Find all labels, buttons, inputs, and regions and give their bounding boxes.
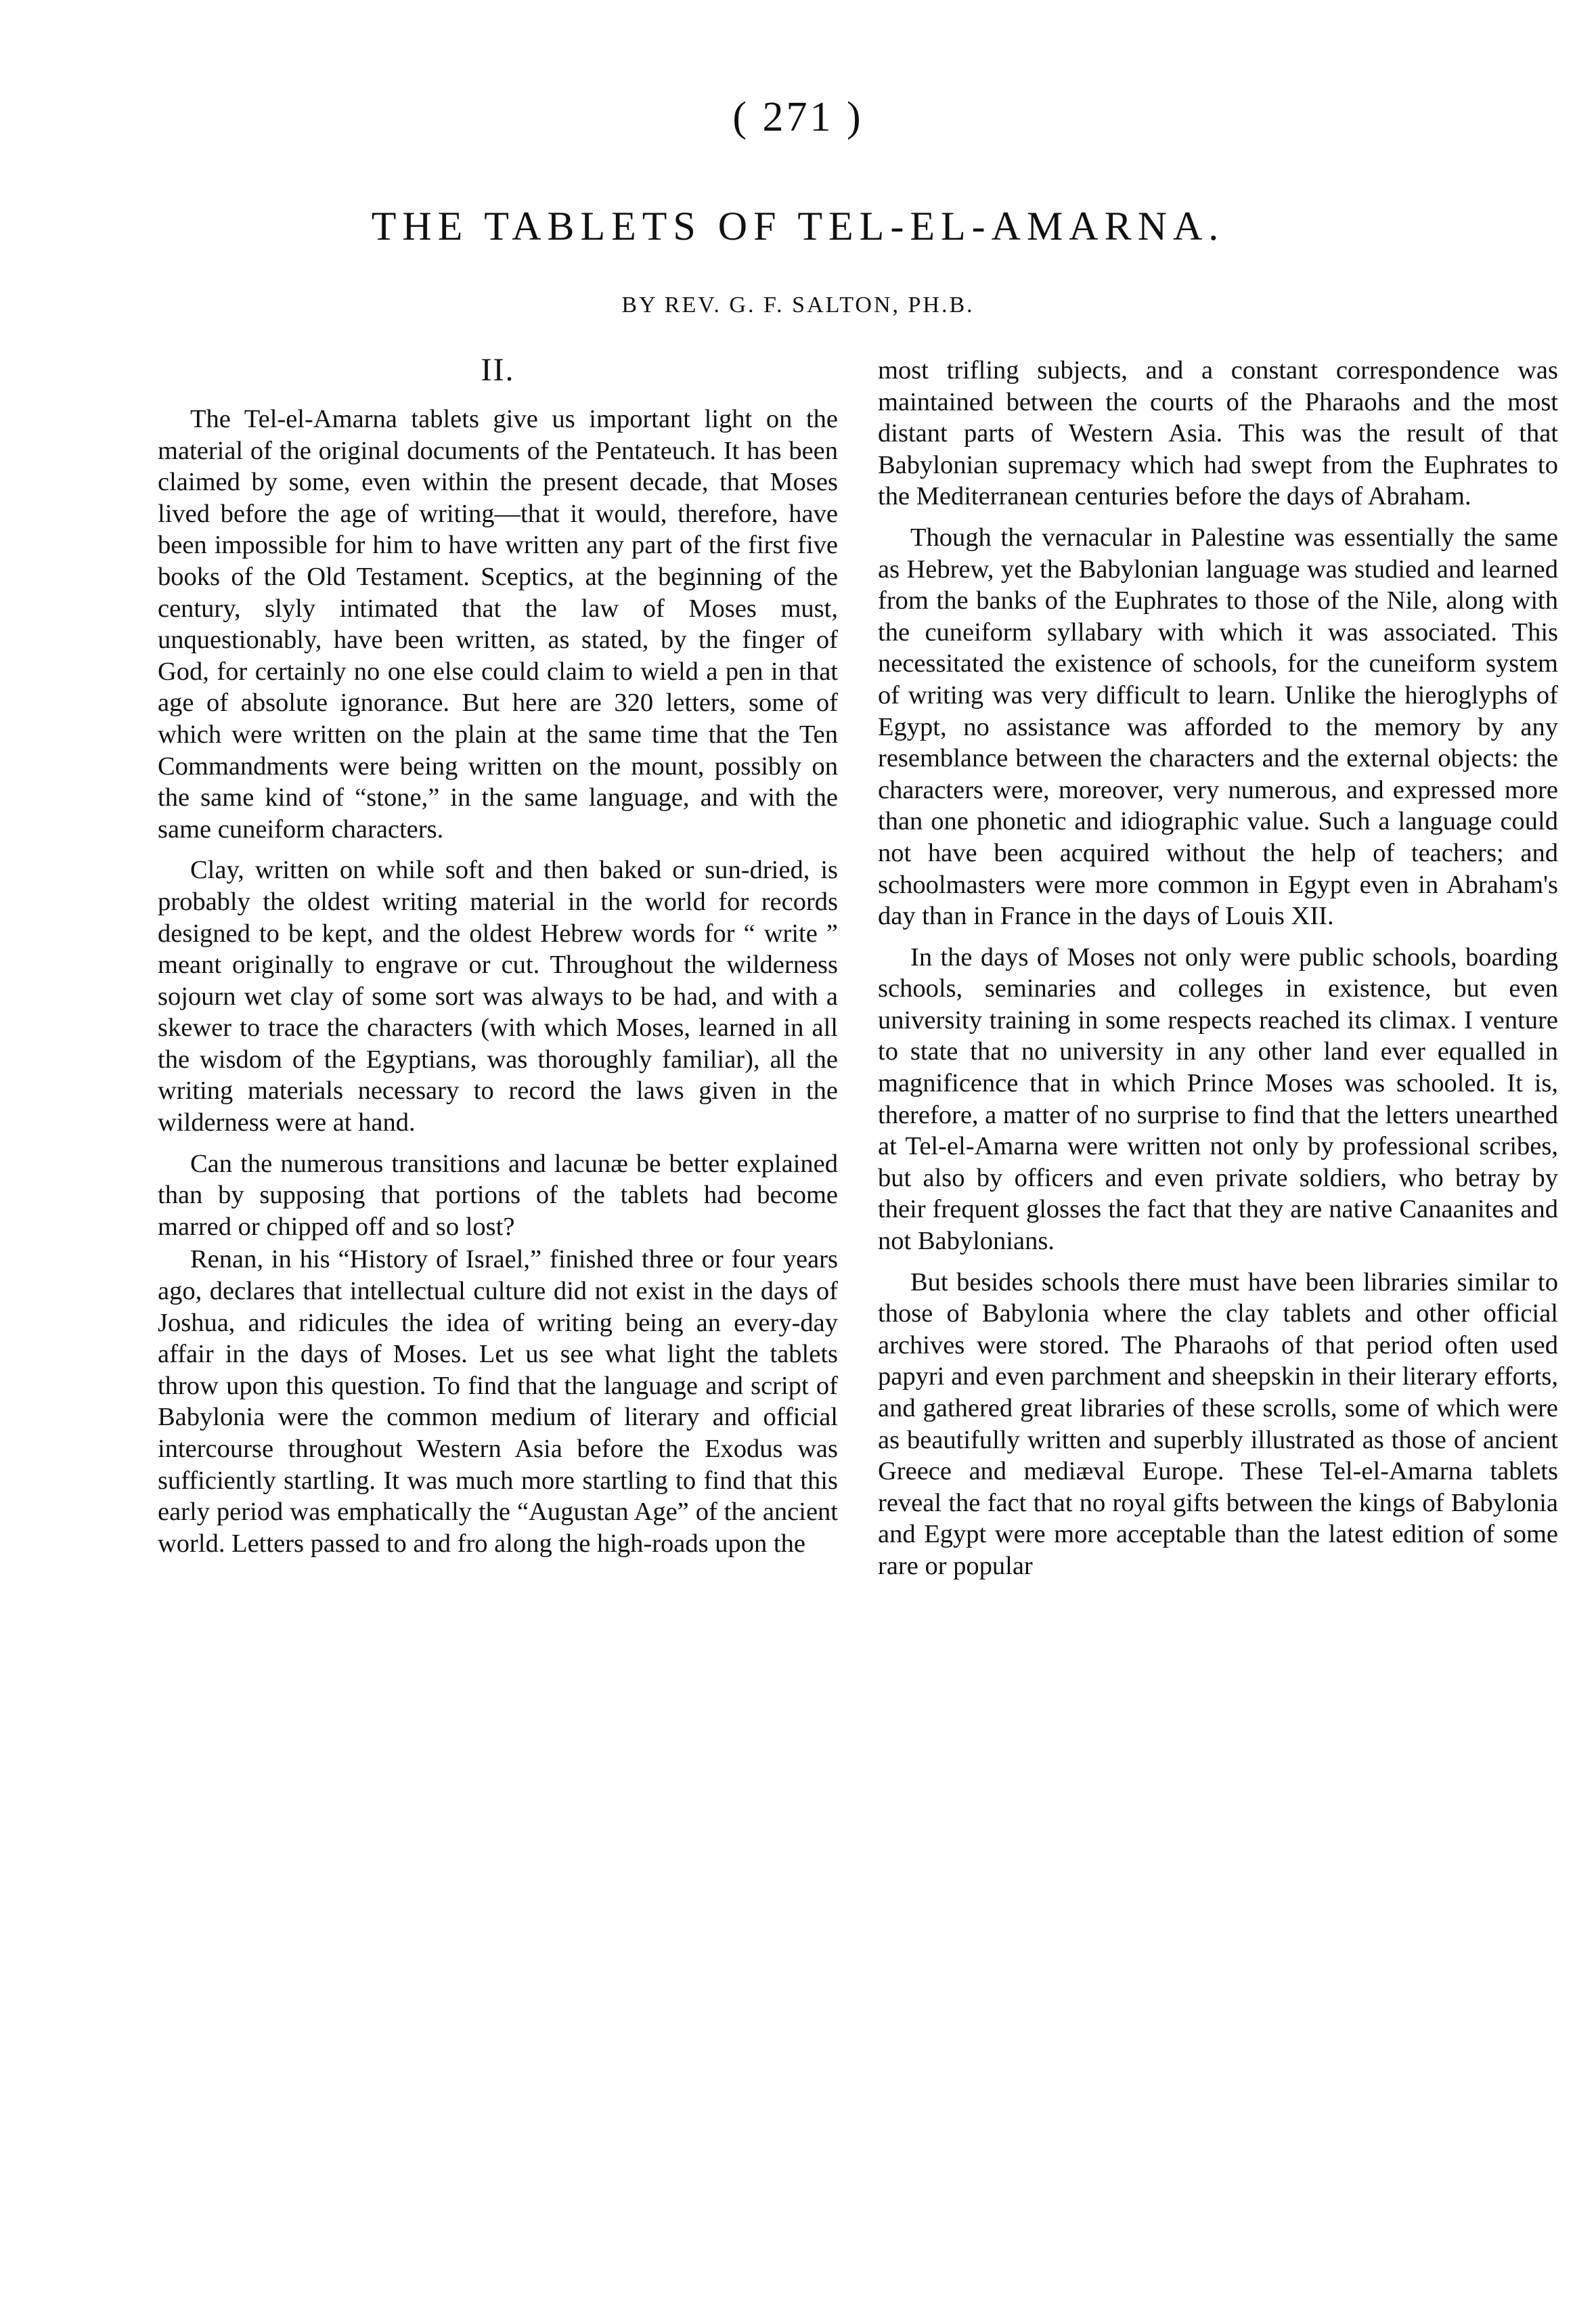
right-column — [878, 355, 1558, 1592]
paragraph: In the days of Moses not only were public schools, boarding schools, seminaries and colleges in existence, but even university training in some respects reached its climax. I venture to state that no university in any other land ever equalled in magnificence that in which Prince Moses was schooled. It is, therefore, a matter of no surprise to find that the letters unearthed at Tel-el-Amarna were written not only by professional scribes, but also by officers and even private soldiers, who betray by their frequent glosses the fact that they are native Canaanites and not Babylonians. — [878, 942, 1558, 1256]
paragraph: But besides schools there must have been libraries similar to those of Babylonia where the clay tablets and other official archives were stored. The Pharaohs of that period often used papyri and even parchment and sheepskin in their literary efforts, and gathered great libraries of these scrolls, some of which were as beautifully written and superbly illustrated as those of ancient Greece and mediæval Europe. These Tel-el-Amarna tablets reveal the fact that no royal gifts between the kings of Babylonia and Egypt were more acceptable than the latest edition of some rare or popular — [878, 1267, 1558, 1580]
paragraph: Can the numerous transitions and lacunæ be better explained than by supposing that portions of the tablets had become marred or chipped off and so lost? — [158, 1149, 838, 1241]
paragraph: most trifling subjects, and a constant correspondence was maintained between the courts of the Pharaohs and the most distant parts of Western Asia. This was the result of that Babylonian supremacy which had swept from the Euphrates to the Mediterranean centuries before the days of Abraham. — [878, 356, 1558, 511]
page-number: ( 271 ) — [732, 94, 864, 140]
article-title: THE TABLETS OF TEL-EL-AMARNA. — [371, 204, 1225, 248]
section-heading: II. — [481, 352, 515, 388]
paragraph: Renan, in his “History of Israel,” finished three or four years ago, declares that intellectual culture did not exist in the days of Joshua, and ridicules the idea of writing being an every-day affair in the days of Moses. Let us see what light the tablets throw upon this question. To find that the language and script of Babylonia were the common medium of literary and official intercourse throughout Western Asia before the Exodus was sufficiently startling. It was much more startling to find that this early period was emphatically the “Augustan Age” of the ancient world. Letters passed to and fro along the high-roads upon the — [158, 1245, 838, 1558]
paragraph: The Tel-el-Amarna tablets give us important light on the material of the original documents of the Pentateuch. It has been claimed by some, even within the present decade, that Moses lived before the age of writing—that it would, therefore, have been impossible for him to have written any part of the first five books of the Old Testament. Sceptics, at the beginning of the century, slyly intimated that the law of Moses must, unquestionably, have been written, as stated, by the finger of God, for certainly no one else could claim to wield a pen in that age of absolute ignorance. But here are 320 letters, some of which were written on the plain at the same time that the Ten Commandments were being written on the mount, possibly on the same kind of “stone,” in the same language, and with the same cuneiform characters. — [158, 405, 838, 844]
paragraph: Though the vernacular in Palestine was essentially the same as Hebrew, yet the Babylonian language was studied and learned from the banks of the Euphrates to those of the Nile, along with the cuneiform syllabary with which it was associated. This necessitated the existence of schools, for the cuneiform system of writing was very difficult to learn. Unlike the hieroglyphs of Egypt, no assistance was afforded to the memory by any resemblance between the characters and the external objects: the characters were, moreover, very numerous, and expressed more than one phonetic and idiographic value. Such a language could not have been acquired without the help of teachers; and schoolmasters were more common in Egypt even in Abraham's day than in France in the days of Louis XII. — [878, 523, 1558, 931]
author-byline: BY REV. G. F. SALTON, PH.B. — [621, 292, 975, 318]
paragraph: Clay, written on while soft and then baked or sun-dried, is probably the oldest writing material in the world for records designed to be kept, and the oldest Hebrew words for “ write ” meant originally to engrave or cut. Throughout the wilderness sojourn wet clay of some sort was always to be had, and with a skewer to trace the characters (with which Moses, learned in all the wisdom of the Egyptians, was thoroughly familiar), all the writing materials necessary to record the laws given in the wilderness were at hand. — [158, 856, 838, 1137]
left-column — [158, 352, 838, 1569]
